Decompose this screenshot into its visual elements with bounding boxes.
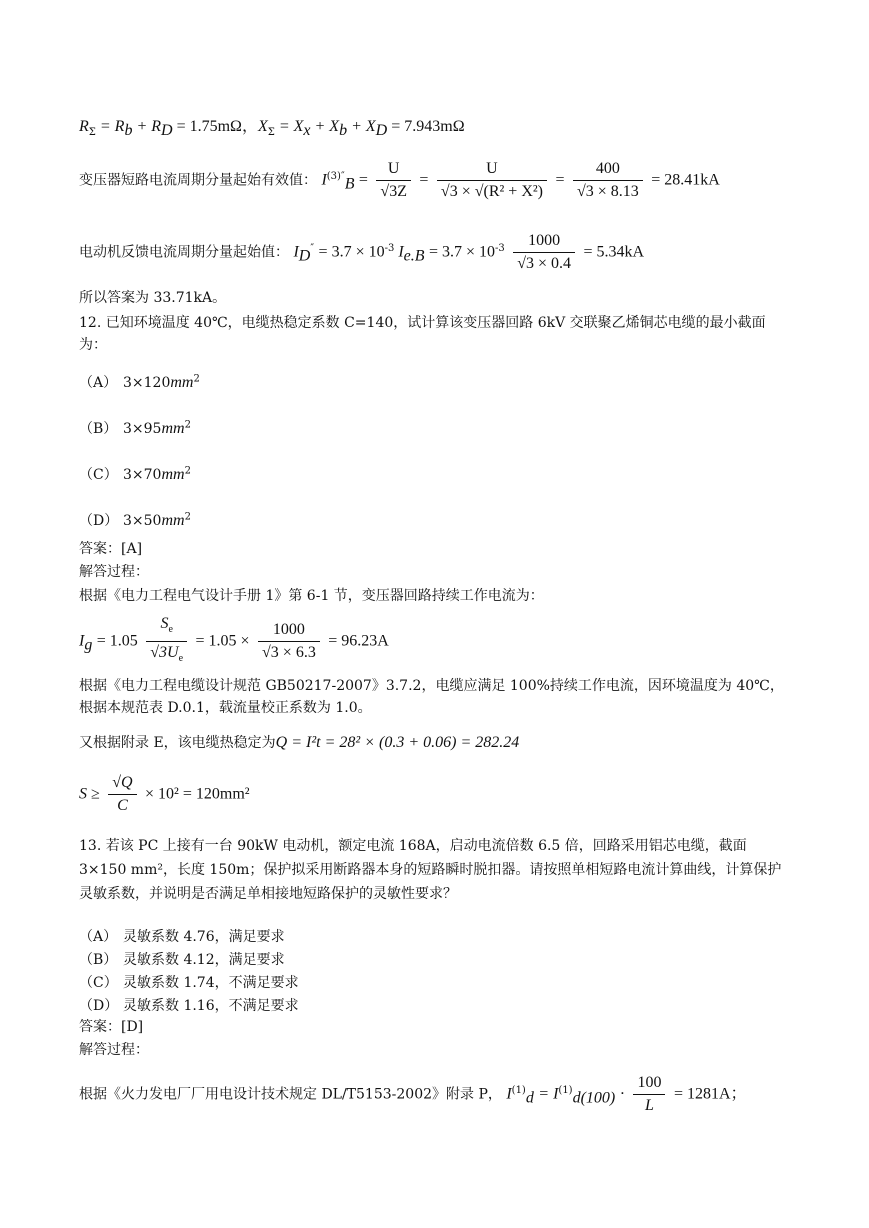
r-value: = 1.75mΩ，: [172, 118, 258, 135]
ig-coef-2: = 1.05 ×: [195, 632, 250, 650]
option-label: （B）: [79, 952, 118, 968]
option-text: 灵敏系数 1.16，不满足要求: [123, 998, 299, 1014]
frac2-den: √3 × √(R² + X²): [440, 183, 543, 200]
option-label: （D）: [79, 513, 119, 529]
option-text: 3×70: [123, 467, 162, 483]
eq-sign-3: =: [555, 171, 565, 189]
step-1-text: 根据《电力工程电气设计手册 1》第 6-1 节，变压器回路持续工作电流为：: [79, 588, 544, 604]
option-sup: 2: [193, 373, 200, 385]
x-value: = 7.943mΩ: [387, 118, 465, 135]
ig-formula: [79, 613, 389, 670]
frac7-num: √Q: [108, 772, 136, 795]
xd-sub: D: [375, 121, 388, 139]
q13-option-c: [79, 972, 299, 992]
frac5-num: [146, 613, 187, 642]
id-sup: ″: [310, 242, 315, 254]
answer-12: 答案：[A]: [79, 541, 143, 557]
fraction-100-l: [633, 1072, 665, 1117]
eq-xx: = X: [274, 118, 304, 135]
fraction-se-ue: [146, 613, 187, 670]
frac5-den: [146, 642, 187, 670]
ib-sub: B: [344, 175, 355, 193]
thermal-formula: Q = I²t = 28² × (0.3 + 0.06) = 282.24: [275, 734, 520, 751]
coef-1: = 3.7 × 10: [318, 243, 385, 261]
plus-rd: + R: [132, 118, 162, 135]
q12-option-a: [79, 372, 200, 392]
answer-13: 答案：[D]: [79, 1019, 144, 1035]
frac3-num: 400: [573, 158, 643, 181]
option-text: 3×50: [123, 513, 162, 529]
id-symbol: I: [293, 243, 299, 261]
frac7-den: C: [117, 797, 128, 814]
id-sub: D: [298, 247, 311, 265]
transformer-current-label: 变压器短路电流周期分量起始有效值：: [79, 172, 317, 189]
frac8-num: 100: [633, 1072, 665, 1095]
step-3-text: 又根据附录 E，该电缆热稳定为: [79, 735, 276, 751]
option-label: （C）: [79, 467, 118, 483]
q12-option-c: [79, 464, 191, 484]
frac3-den: √3 × 8.13: [576, 183, 639, 200]
eq-sign-1: =: [358, 171, 368, 189]
exp-2: -3: [495, 242, 505, 254]
d-sub: D: [161, 121, 173, 139]
transformer-current-result: = 28.41kA: [651, 171, 720, 189]
ib-symbol: I: [321, 171, 327, 189]
ie-symbol: I: [394, 243, 404, 261]
process-13-heading: 解答过程：: [79, 1042, 149, 1058]
id100-symbol: = I: [538, 1085, 559, 1103]
option-text: 灵敏系数 1.74，不满足要求: [123, 975, 299, 991]
q12-option-d: [79, 510, 191, 530]
step-4-line: [79, 1072, 747, 1117]
q13-option-b: [79, 949, 285, 969]
transformer-current-line: [79, 158, 720, 203]
ib-sup: (3)″: [326, 170, 345, 182]
option-label: （D）: [79, 998, 119, 1014]
fraction-u-over-rx: [437, 158, 547, 203]
resistance-reactance-line: [79, 118, 465, 142]
process-12-heading: 解答过程：: [79, 564, 149, 580]
ie-sub: e.B: [403, 247, 425, 265]
x-sub: x: [303, 121, 311, 139]
s-symbol: S ≥: [79, 785, 100, 803]
step-2-text: 根据《电力工程电缆设计规范 GB50217-2007》3.7.2，电缆应满足 100%持续工作电流，因环境温度为 40℃，根据本规范表 D.0.1，载流量校正系数为 1.0。: [79, 678, 784, 716]
q13-option-d: [79, 995, 299, 1015]
ue-symbol: √3U: [150, 644, 179, 662]
fraction-1000-63: [258, 619, 320, 664]
frac8-den: L: [645, 1097, 654, 1114]
id100-sup: (1): [558, 1084, 573, 1096]
eq-sign-2: =: [419, 171, 429, 189]
coef-2: = 3.7 × 10: [429, 243, 496, 261]
fraction-q-c: [108, 772, 136, 817]
question-13: 13. 若该 PC 上接有一台 90kW 电动机，额定电流 168A，启动电流倍数 6.5 倍，回路采用铝芯电缆，截面 3×150 mm²，长度 150m；保护拟采用断路器本身的短路瞬时脱扣器。请按照单相短路电流计算曲线，计算保护灵敏系数，并说明是否满足单相接地短路保护的灵敏性要求？: [79, 838, 782, 902]
id1-sub: d: [525, 1089, 534, 1107]
ig-coef: = 1.05: [96, 632, 138, 650]
step-3-line: [79, 734, 519, 752]
frac2-num: U: [437, 158, 547, 181]
ig-symbol: I: [79, 632, 85, 650]
option-sup: 2: [184, 419, 191, 431]
frac4-den: √3 × 0.4: [517, 255, 572, 272]
single-phase-result: = 1281A；: [673, 1085, 747, 1103]
option-unit: mm: [170, 374, 194, 391]
frac6-num: 1000: [258, 619, 320, 642]
option-unit: mm: [161, 466, 185, 483]
sigma-sub-2: Σ: [267, 126, 275, 138]
option-text: 3×120: [123, 375, 171, 391]
plus-xd: + X: [347, 118, 376, 135]
fraction-400: [573, 158, 643, 203]
eq-rb: = R: [95, 118, 125, 135]
motor-feedback-result: = 5.34kA: [583, 243, 645, 261]
motor-feedback-label: 电动机反馈电流周期分量起始值：: [79, 244, 289, 261]
section-formula: [79, 772, 250, 817]
frac6-den: √3 × 6.3: [262, 644, 316, 662]
option-label: （C）: [79, 975, 118, 991]
frac4-num: 1000: [513, 230, 575, 253]
se-sub: e: [168, 624, 173, 636]
option-sup: 2: [184, 511, 191, 523]
id100-sub: d(100): [572, 1089, 616, 1107]
x-symbol: X: [257, 118, 268, 135]
option-label: （A）: [79, 929, 118, 945]
option-unit: mm: [161, 420, 185, 437]
dot-operator: ·: [619, 1085, 626, 1103]
exp-1: -3: [384, 242, 395, 254]
r-symbol: R: [79, 118, 89, 135]
question-12: 12. 已知环境温度 40℃，电缆热稳定系数 C=140，试计算该变压器回路 6kV 交联聚乙烯铜芯电缆的最小截面为：: [79, 315, 766, 353]
ig-sub: g: [84, 636, 93, 654]
fraction-1000-04: [513, 230, 575, 275]
plus-xb: + X: [310, 118, 340, 135]
q12-option-b: [79, 418, 191, 438]
motor-feedback-line: [79, 230, 644, 275]
b-sub: b: [124, 121, 133, 139]
xb-sub: b: [339, 121, 348, 139]
option-label: （A）: [79, 375, 118, 391]
q13-option-a: [79, 926, 285, 946]
ig-result: = 96.23A: [328, 632, 389, 650]
ue-sub: e: [178, 653, 184, 665]
id1-symbol: I: [506, 1085, 512, 1103]
answer-summary: 所以答案为 33.71kA。: [79, 290, 227, 306]
option-text: 3×95: [123, 421, 162, 437]
option-label: （B）: [79, 421, 118, 437]
id1-sup: (1): [511, 1084, 526, 1096]
sigma-sub: Σ: [88, 126, 96, 138]
fraction-u-over-z: [376, 158, 411, 203]
step-4-text: 根据《火力发电厂厂用电设计技术规定 DL/T5153-2002》附录 P，: [79, 1086, 502, 1103]
se-symbol: S: [160, 615, 169, 632]
frac1-num: U: [376, 158, 411, 181]
option-text: 灵敏系数 4.12，满足要求: [123, 952, 285, 968]
option-sup: 2: [184, 465, 191, 477]
option-text: 灵敏系数 4.76，满足要求: [123, 929, 285, 945]
frac1-den: √3Z: [380, 183, 407, 200]
section-result: × 10² = 120mm²: [145, 785, 250, 803]
option-unit: mm: [161, 512, 185, 529]
